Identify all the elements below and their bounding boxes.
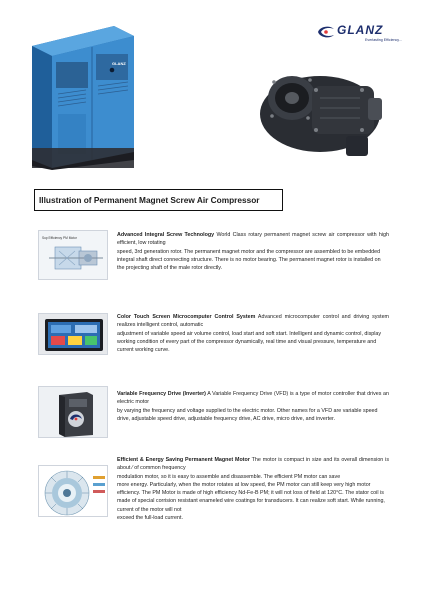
section-body-touch-screen-2: adjustment of variable speed air volume control, load start and soft start. Intelligent and dynamic control, display working condition of every part of the compressor dynamically, real time and visual pressure, temperature and current working curve. (117, 330, 382, 353)
pm-motor-cross-section (38, 465, 108, 517)
brand-logo (317, 20, 409, 46)
brand-name: GLANZ (337, 23, 384, 37)
brand-tagline: Everlasting Efficiency... (365, 38, 402, 42)
section-touch-screen (117, 313, 389, 354)
section-vfd (117, 390, 389, 423)
section-title-touch-screen: Color Touch Screen Microcomputer Control System (117, 314, 256, 320)
air-end-image (250, 58, 390, 166)
touch-screen-image (38, 313, 108, 355)
section-body-integral-screw-2: speed, 3rd generation rotor. The permanent magnet motor and the compressor are assembled to be embedded integral shaft direct connecting structure. There is no motor bearing. The permanent magnet rotor is installed on the projecting shaft of the male rotor directly. (117, 248, 381, 271)
inverter-image (38, 386, 108, 438)
compressor-badge-label: GLANZ (112, 61, 126, 66)
section-body-pm-motor-4: exceed the full-load current. (117, 514, 183, 521)
section-body-pm-motor-1: The motor is compact in size and its overall dimension is about ⁄ of common frequency (117, 457, 389, 472)
page-heading: Illustration of Permanent Magnet Screw Air Compressor (34, 189, 283, 211)
section-body-pm-motor-2: modulation motor, so it is easy to assemble and disassemble. The efficient PM motor can save (117, 473, 341, 480)
section-integral-screw (117, 231, 389, 272)
section-body-touch-screen-1: Advanced microcomputer control and driving system realizes intelligent control, automatic (117, 314, 389, 329)
section-body-integral-screw-1: World Class rotary permanent magnet screw air compressor with high efficient, low rotating (117, 232, 389, 247)
section-pm-motor (117, 456, 389, 522)
section-title-vfd: Variable Frequency Drive (Inverter) (117, 391, 206, 397)
compressor-unit-image (28, 22, 138, 170)
section-title-integral-screw: Advanced Integral Screw Technology (117, 232, 215, 238)
section-title-pm-motor: Efficient & Energy Saving Permanent Magnet Motor (117, 457, 250, 463)
integral-screw-diagram (38, 230, 108, 280)
section-body-vfd-2: by varying the frequency and voltage supplied to the electric motor. Other names for a VFD are variable speed drive, adjustable speed drive, adjustable frequency drive, AC drive, micro drive, and inverter. (117, 407, 378, 422)
section-body-vfd-1: A Variable Frequency Drive (VFD) is a type of motor controller that drives an electric motor (117, 391, 389, 406)
logo-swirl-icon (317, 25, 335, 39)
rotor-thumb-caption: Sup Efficiency PM Motor (42, 236, 77, 240)
section-body-pm-motor-3: more energy. Particularly, when the motor rotates at low speed, the PM motor can still keep very high motor efficiency. The PM Motor is made of high efficiency Nd-Fe-B PM; it will not loss of field at 120°C. The stator coil is made of special corrision resistant enameled wire coatings for transducers. It can realize soft start. While running, current of the motor will not (117, 481, 385, 513)
